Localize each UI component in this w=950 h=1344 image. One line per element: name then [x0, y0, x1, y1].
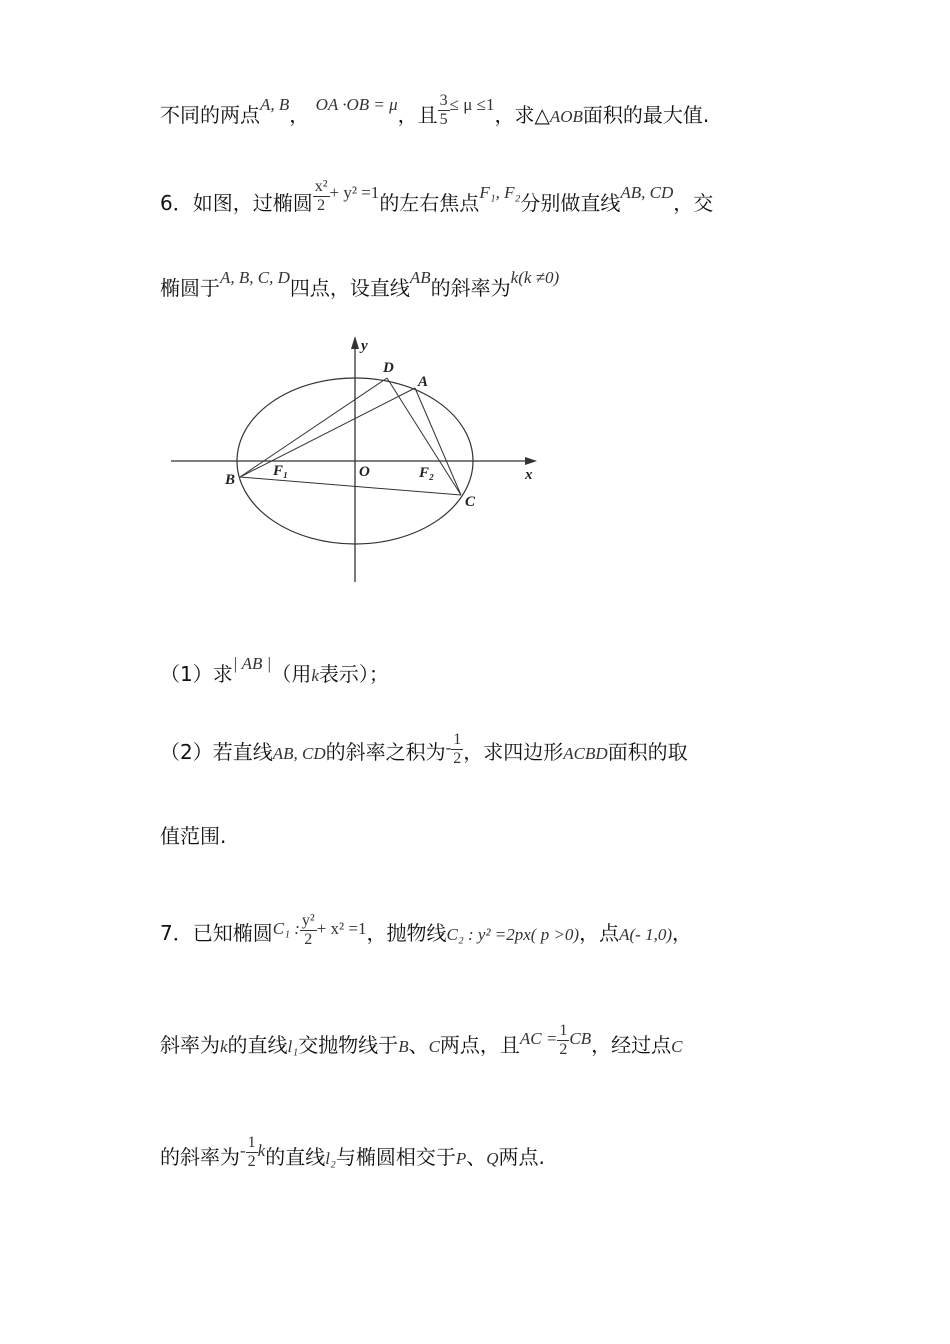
text: ，经过点 [591, 1033, 672, 1057]
question-2-line-1 [160, 731, 688, 772]
text: 面积的取 [607, 740, 688, 764]
line-BA [240, 388, 415, 477]
problem-number: 7．已知椭圆 [160, 921, 273, 945]
text: 四点，设直线 [289, 276, 410, 300]
text: （用 [271, 662, 312, 686]
math-lines: AB, CD [620, 183, 674, 202]
point-A-label: A [418, 374, 429, 390]
y-axis-arrow [351, 336, 359, 349]
frac-den: 5 [439, 111, 448, 128]
math-q: Q [486, 1149, 499, 1168]
frac-den: 2 [317, 197, 326, 214]
math-abs-ab: | AB | [232, 654, 272, 673]
math-c: C [428, 1037, 440, 1056]
text: 分别做直线 [520, 191, 621, 215]
text: ，且 [397, 103, 438, 127]
text: 的直线 [265, 1145, 326, 1169]
fraction-1-2 [451, 731, 463, 768]
line-1 [160, 92, 710, 135]
text: 的斜率为 [430, 276, 511, 300]
math-vector-rhs: CB [569, 1029, 592, 1048]
frac-num: x² [314, 178, 328, 195]
math-p: P [455, 1149, 467, 1168]
frac-num: 1 [559, 1022, 568, 1039]
text: 的斜率之积为 [325, 740, 446, 764]
fraction-1-2 [246, 1134, 258, 1171]
math-inequality: ≤ μ ≤1 [449, 95, 495, 114]
text: 的斜率为 [160, 1145, 240, 1169]
math-k: k [257, 1141, 266, 1160]
text: ，求△ [494, 103, 550, 127]
fraction-1-2 [557, 1022, 569, 1059]
line-BD [240, 378, 387, 477]
problem-7-line-3 [160, 1134, 545, 1177]
math-points: A, B, C, D [220, 268, 290, 287]
math-ab: A, B [260, 95, 290, 114]
problem-number: 6．如图，过椭圆 [160, 191, 313, 215]
math-ab: AB [409, 268, 431, 287]
text: ，抛物线 [366, 921, 447, 945]
math-dot-product: OA ·OB = μ [315, 95, 398, 114]
text: ， [671, 921, 692, 945]
math-k: k [220, 1037, 228, 1056]
text: 、 [466, 1145, 487, 1169]
frac-den: 2 [453, 750, 462, 767]
text: ，点 [579, 921, 620, 945]
text: 的直线 [227, 1033, 288, 1057]
focus-F2-label: F₂ [419, 465, 435, 481]
point-B-label: B [225, 472, 236, 488]
text: 与椭圆相交于 [335, 1145, 456, 1169]
math-foci: F₁, F₂ [479, 183, 521, 202]
ellipse-figure [165, 330, 545, 590]
math-k: k [311, 666, 319, 685]
frac-num: 1 [453, 731, 462, 748]
frac-den: 2 [247, 1153, 256, 1170]
axis-y-label: y [361, 338, 368, 354]
minus-sign: - [240, 1141, 246, 1160]
frac-num: y² [301, 912, 315, 929]
text: 值范围. [160, 824, 227, 848]
text: 不同的两点 [160, 103, 260, 127]
text: 、 [408, 1033, 429, 1057]
point-D-label: D [383, 360, 394, 376]
fraction-3-5 [438, 92, 450, 129]
math-quad: ACBD [563, 744, 608, 763]
text: 面积的最大值. [582, 103, 710, 127]
origin-label: O [359, 464, 370, 480]
question-1 [160, 654, 389, 690]
text: 两点. [498, 1145, 545, 1169]
problem-6-line-2 [160, 268, 560, 304]
frac-den: 2 [304, 931, 313, 948]
ellipse-eq-rest: + y² =1 [329, 183, 380, 202]
math-l1: l₁ [287, 1037, 299, 1056]
math-aob: AOB [549, 107, 583, 126]
math-c2: C₂ : y² =2px( p >0) [446, 925, 580, 944]
text: ，求四边形 [463, 740, 564, 764]
ellipse-fraction [300, 912, 317, 949]
focus-F1-label: F₁ [273, 463, 289, 479]
frac-den: 2 [559, 1041, 568, 1058]
ellipse-fraction [313, 178, 330, 215]
math-c-point: C [671, 1037, 683, 1056]
text: ， [289, 103, 310, 127]
text: 两点，且 [439, 1033, 520, 1057]
ellipse-eq-rest: + x² =1 [316, 919, 367, 938]
text: 斜率为 [160, 1033, 220, 1057]
text: （1）求 [160, 662, 233, 686]
frac-num: 1 [247, 1134, 256, 1151]
text: ，交 [673, 191, 714, 215]
math-b: B [398, 1037, 409, 1056]
math-l2: l₂ [325, 1149, 336, 1168]
math-vector-lhs: AC = [519, 1029, 558, 1048]
frac-num: 3 [439, 92, 448, 109]
problem-7-line-1 [160, 912, 692, 953]
problem-7-line-2 [160, 1022, 683, 1065]
question-2-line-2 [160, 822, 226, 850]
axis-x-label: x [525, 467, 533, 483]
math-c1: C₁ : [272, 919, 300, 938]
math-point-a: A(- 1,0) [619, 925, 672, 944]
x-axis-arrow [525, 457, 537, 465]
text: 交抛物线于 [298, 1033, 399, 1057]
point-C-label: C [465, 494, 476, 510]
minus-sign: - [445, 738, 452, 757]
text: 表示）； [318, 662, 389, 686]
text: 椭圆于 [160, 276, 220, 300]
math-slope: k(k ≠0) [510, 268, 560, 287]
text: 的左右焦点 [379, 191, 480, 215]
text: （2）若直线 [160, 740, 273, 764]
math-lines: AB, CD [272, 744, 326, 763]
problem-6-line-1 [160, 178, 714, 223]
